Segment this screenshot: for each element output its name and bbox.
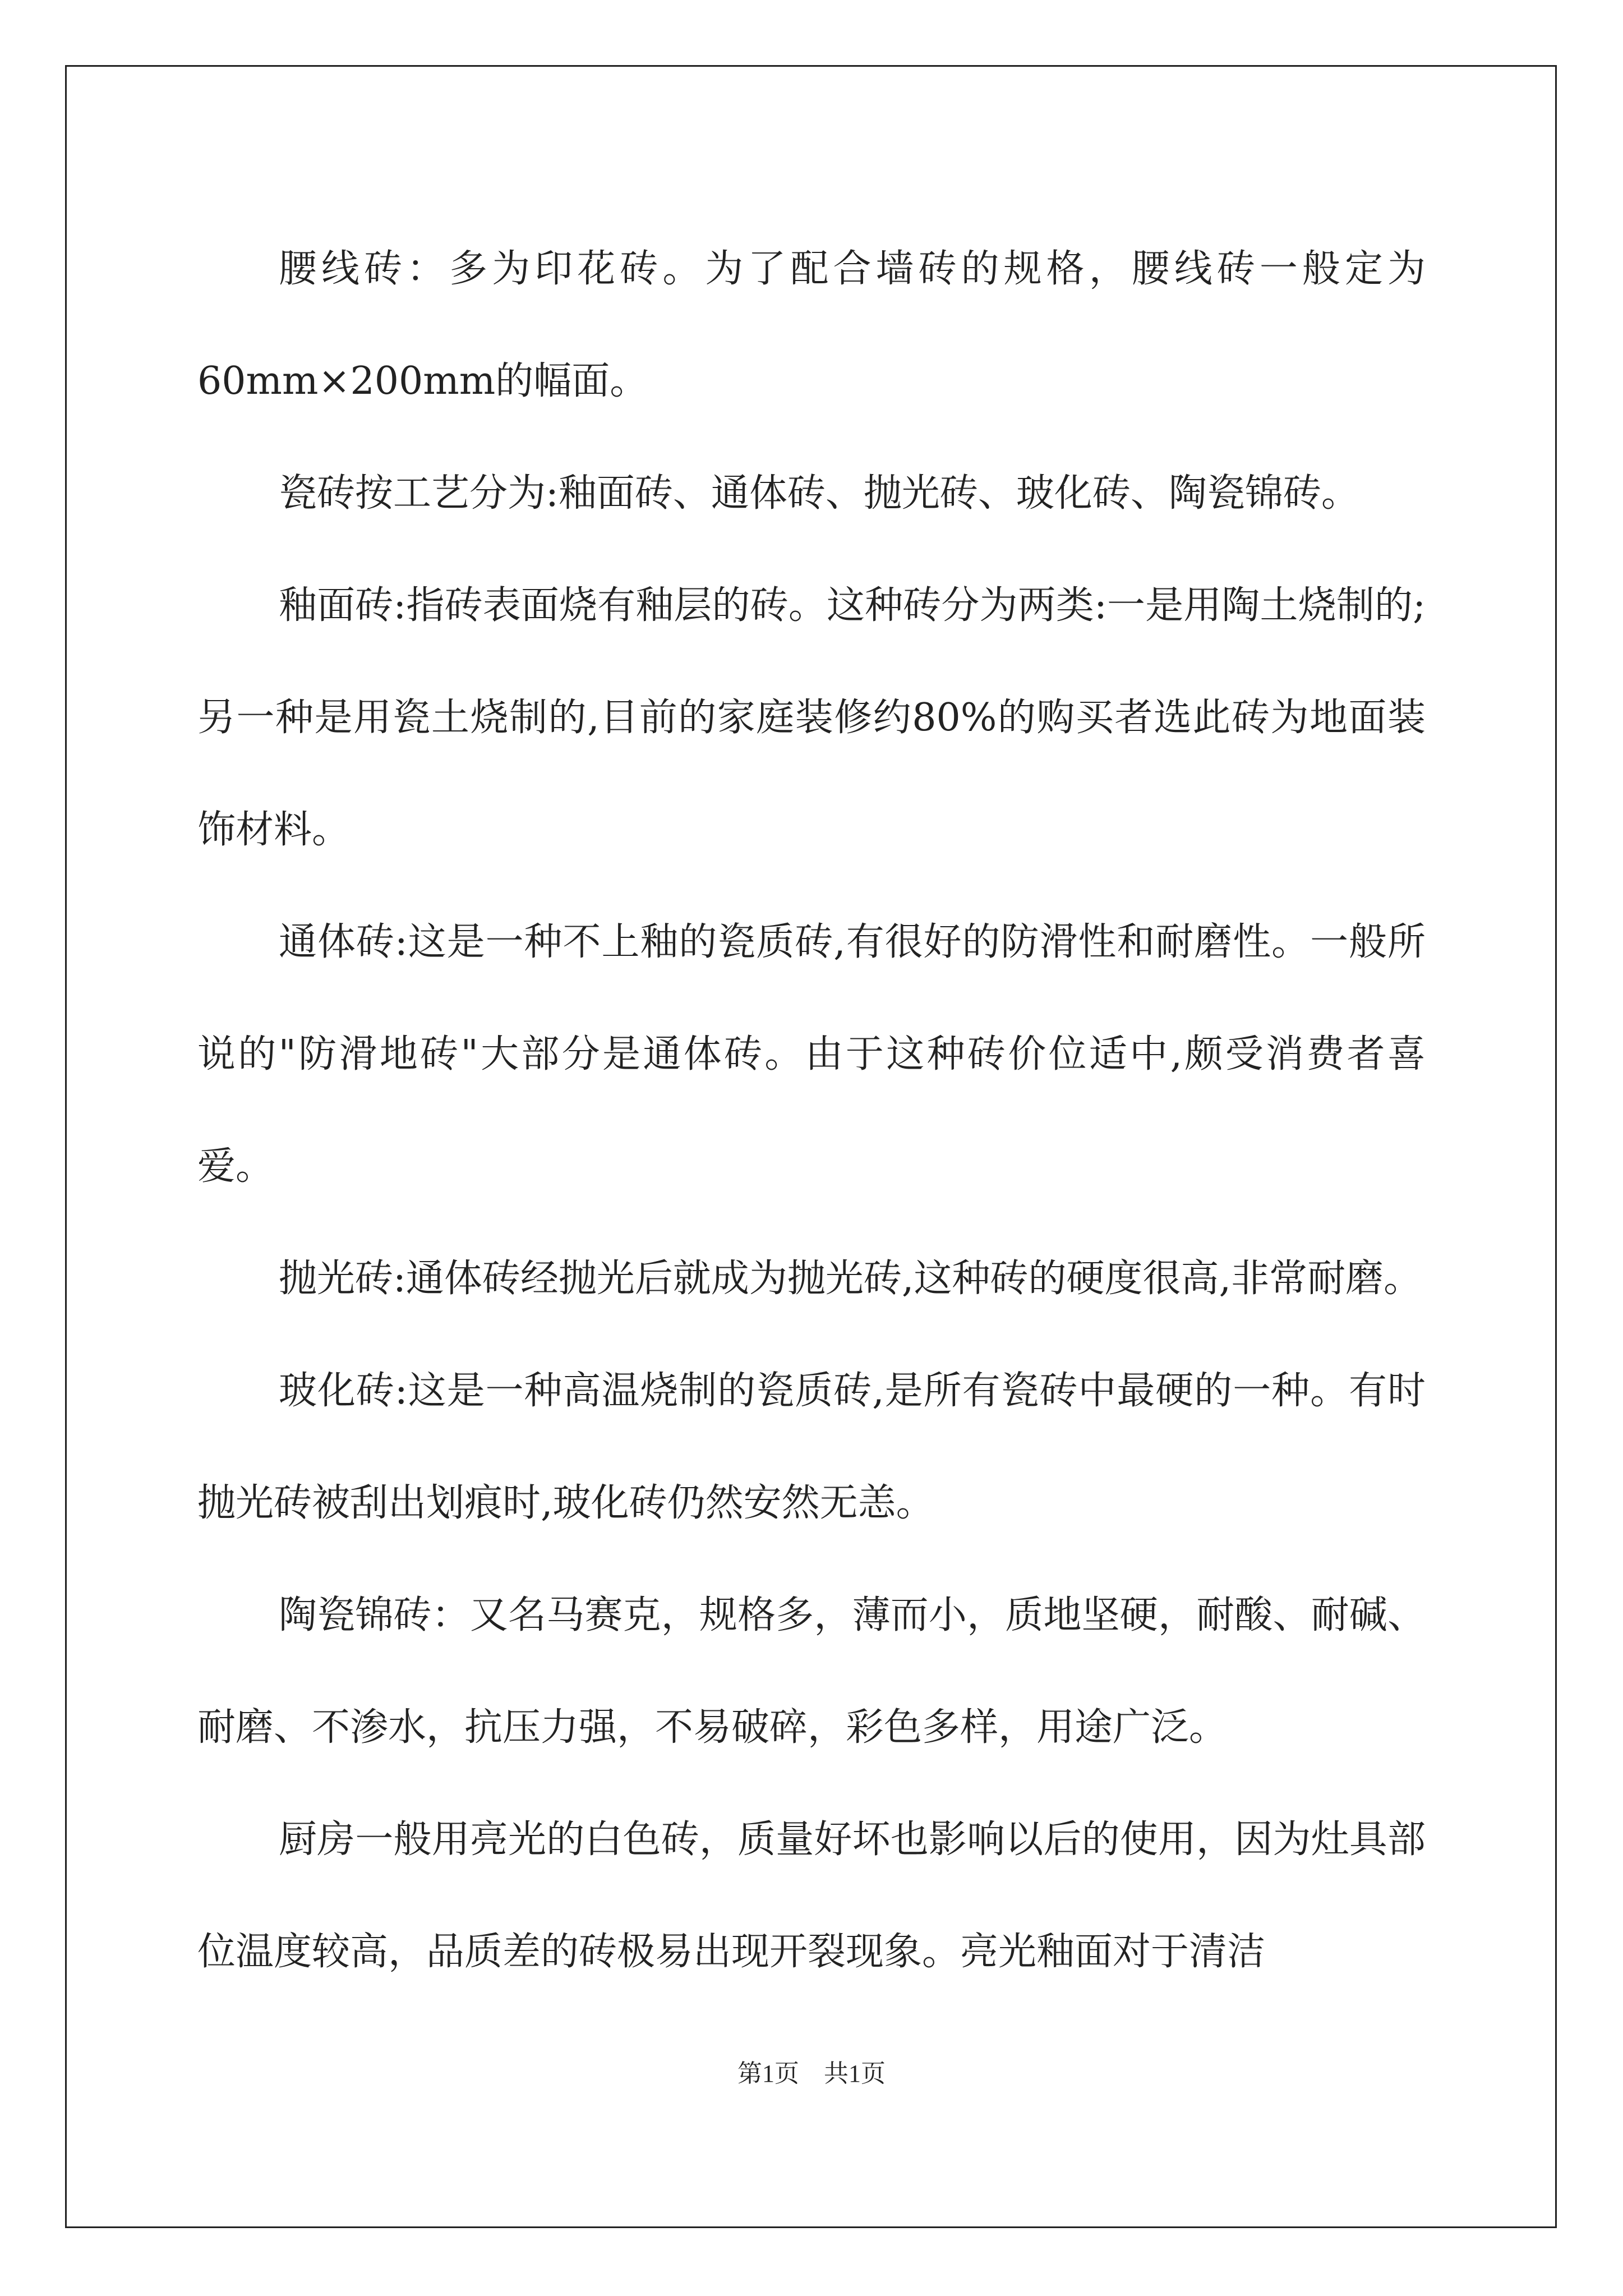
- paragraph-vitrified-tile: 玻化砖:这是一种高温烧制的瓷质砖,是所有瓷砖中最硬的一种。有时抛光砖被刮出划痕时,玻化砖仍然安然无恙。: [197, 1369, 1426, 1525]
- paragraph-waist-tile: 腰线砖：多为印花砖。为了配合墙砖的规格，腰线砖一般定为60mm×200mm的幅面。: [197, 247, 1426, 403]
- paragraph-mosaic-tile: 陶瓷锦砖：又名马赛克，规格多，薄而小，质地坚硬，耐酸、耐碱、耐磨、不渗水，抗压力强，不易破碎，彩色多样，用途广泛。: [197, 1593, 1426, 1750]
- paragraph-tile-types: 瓷砖按工艺分为:釉面砖、通体砖、抛光砖、玻化砖、陶瓷锦砖。: [279, 471, 1359, 516]
- paragraph-glazed-tile: 釉面砖:指砖表面烧有釉层的砖。这种砖分为两类:一是用陶土烧制的;另一种是用瓷土烧制的,目前的家庭装修约80%的购买者选此砖为地面装饰材料。: [197, 583, 1426, 852]
- paragraph-full-body-tile: 通体砖:这是一种不上釉的瓷质砖,有很好的防滑性和耐磨性。一般所说的"防滑地砖"大部分是通体砖。由于这种砖价位适中,颇受消费者喜爱。: [197, 920, 1426, 1189]
- document-body: [197, 213, 1426, 2008]
- page-number-footer: 第1页 共1页: [737, 2060, 886, 2087]
- paragraph-kitchen-tile: 厨房一般用亮光的白色砖，质量好坏也影响以后的使用，因为灶具部位温度较高，品质差的砖极易出现开裂现象。亮光釉面对于清洁: [197, 1818, 1426, 1974]
- paragraph-polished-tile: 抛光砖:通体砖经抛光后就成为抛光砖,这种砖的硬度很高,非常耐磨。: [279, 1257, 1422, 1301]
